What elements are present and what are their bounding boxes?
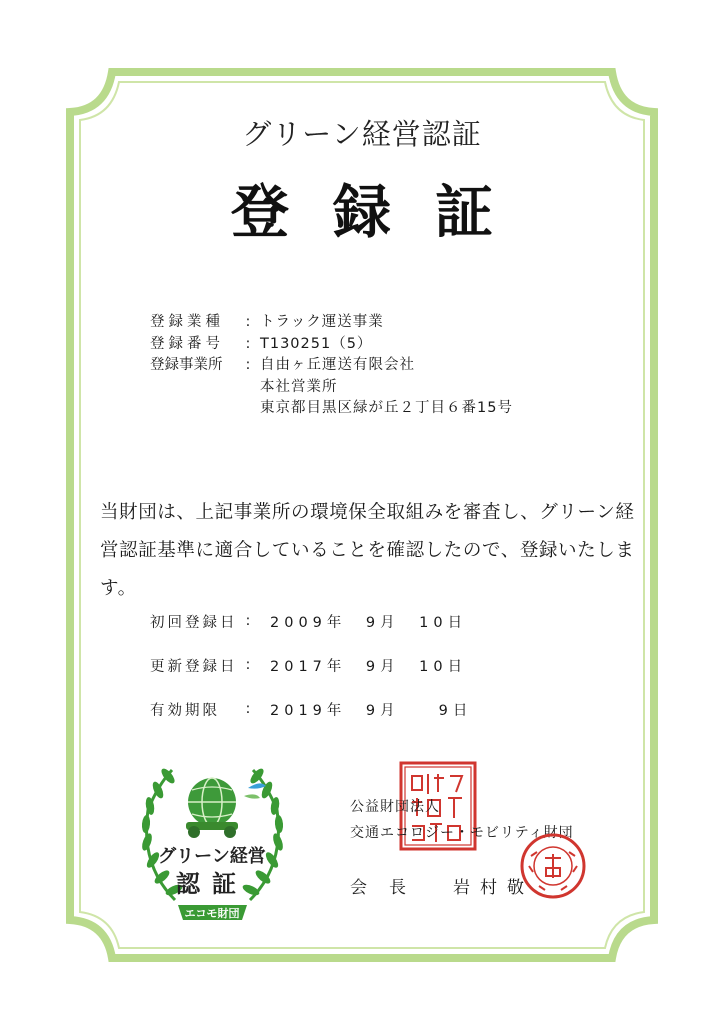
green-management-logo [120, 740, 305, 930]
number-label: 登録番号 [150, 335, 224, 352]
office-name: 本社営業所 [260, 378, 338, 395]
representative-title: 会長 [350, 878, 428, 898]
date-row-renewal [150, 643, 472, 687]
certificate-subtitle: グリーン経営認証 [242, 117, 482, 151]
date-label: 初回登録日 [150, 614, 238, 631]
logo-line2: 認証 [176, 870, 248, 898]
company-name: 自由ヶ丘運送有限会社 [260, 357, 415, 373]
office-label: 登録事業所 [150, 357, 223, 373]
office-row [150, 355, 513, 377]
logo-line1: グリーン経営 [158, 846, 266, 867]
certification-statement: 当財団は、上記事業所の環境保全取組みを審査し、グリーン経営認証基準に適合していることを確認したので、登録いたします。 [100, 502, 635, 599]
industry-row [150, 312, 513, 334]
date-row-first [150, 599, 472, 643]
number-value: T130251（5） [260, 335, 373, 352]
colon: : [245, 657, 251, 673]
logo-ribbon: エコモ財団 [184, 907, 240, 920]
date-row-expiry [150, 687, 472, 731]
registration-details [150, 312, 513, 420]
representative-seal [519, 832, 587, 900]
office-address: 東京都目黒区緑が丘２丁目６番15号 [260, 400, 513, 416]
issuer-org-name: 交通エコロジー・モビリティ財団 [350, 825, 574, 841]
colon: : [245, 357, 251, 373]
colon: : [245, 701, 251, 717]
colon: : [245, 613, 251, 629]
issuer-org-type: 公益財団法人 [350, 799, 440, 815]
date-value: 2017年 9月 10日 [270, 658, 468, 675]
colon: : [245, 335, 251, 352]
globe-truck-icon [186, 778, 266, 838]
date-label: 更新登録日 [150, 658, 238, 675]
industry-value: トラック運送事業 [260, 314, 384, 330]
industry-label: 登録業種 [150, 314, 224, 330]
number-row [150, 334, 513, 356]
date-label: 有効期限 [150, 702, 220, 719]
colon: : [245, 314, 251, 330]
representative-name: 岩村敬 [453, 878, 534, 898]
date-value: 2009年 9月 10日 [270, 614, 468, 631]
date-value: 2019年 9月 9日 [270, 702, 473, 719]
certificate-title: 登録証 [230, 178, 537, 246]
registration-dates [150, 599, 472, 731]
